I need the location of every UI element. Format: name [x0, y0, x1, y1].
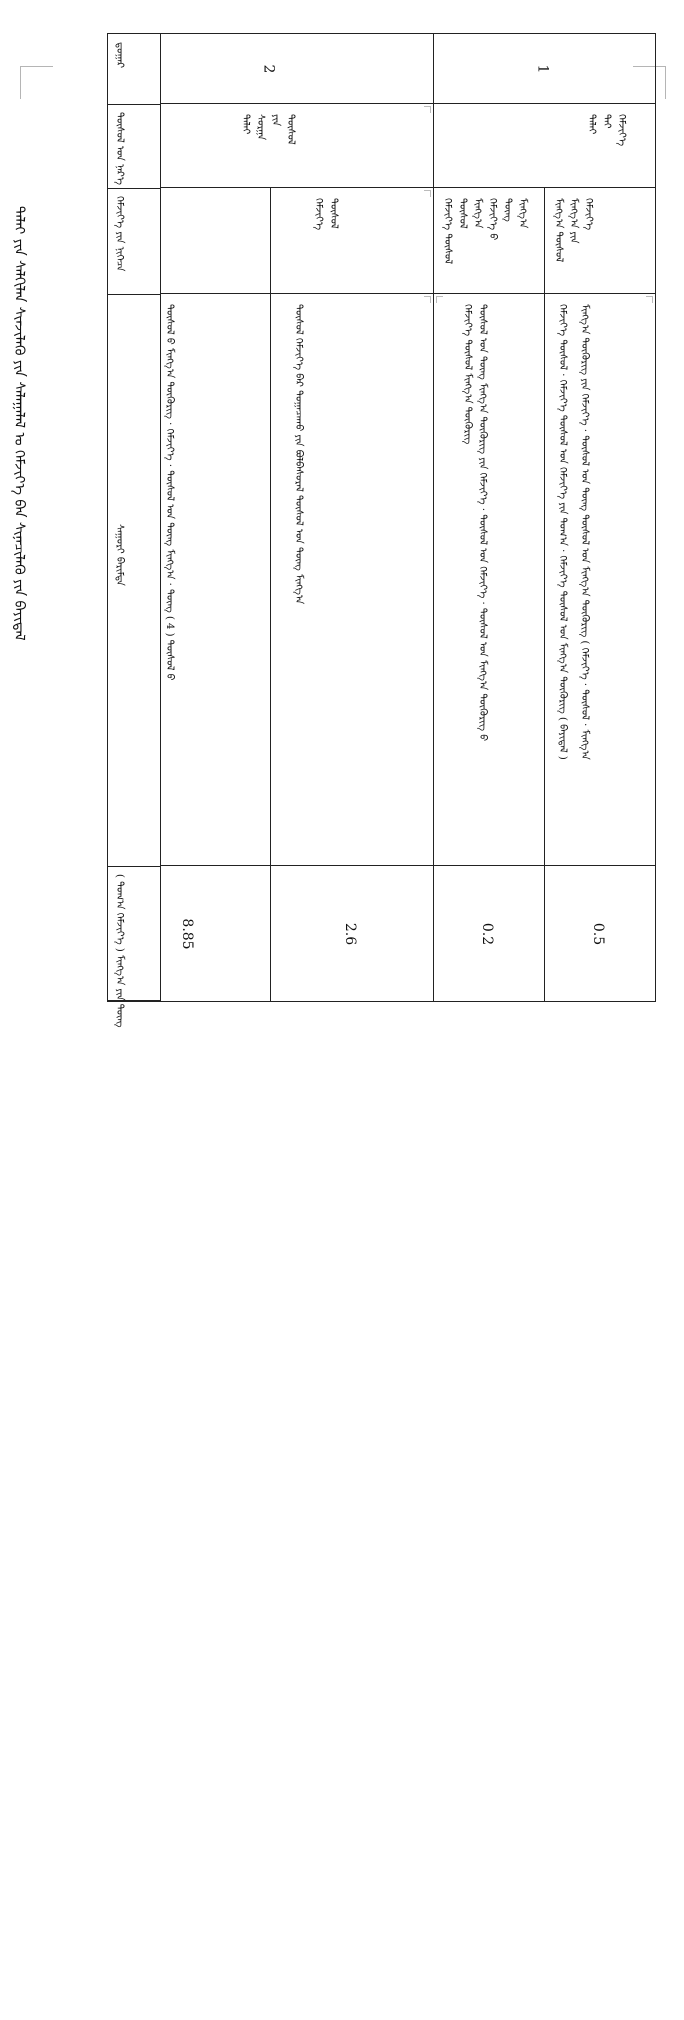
project-name-cell: [434, 104, 656, 188]
header-seq-cell-1: [434, 34, 656, 104]
project-name-line: ᠳᠠᠯᠠᠢ: [240, 114, 251, 135]
amount-cell-pair: [434, 866, 656, 1002]
basis-line: ᠲᠥᠰᠦᠯ ᠤᠨ ᠳᠦᠩ ᠮᠢᠩᠭ᠎ᠠ ᠲᠥᠭᠦᠷᠢᠭ ᠶᠢᠨ ᠬᠡᠮᠵᠢᠶ᠎ᠡ · ᠲᠥᠰᠦᠯ ᠤᠨ ᠬᠡᠮᠵᠢᠶ᠎ᠡ · ᠲᠥᠰᠦᠯ ᠤᠨ ᠮᠢᠩᠭ᠎ᠠ ᠲᠥᠭᠦᠷᠢᠭ ᠪ: [477, 304, 488, 741]
header-cell: [108, 866, 160, 1028]
unit-line: ᠮᠢᠩᠭ᠎ᠠ: [472, 198, 483, 229]
header-cell: [108, 34, 160, 105]
header-unit: ᠬᠡᠮᠵᠢᠶ᠎ᠡ ᠶᠢᠨ ᠨᠢᠭᠡᠴᠡ: [114, 196, 125, 272]
unit-line: ᠬᠡᠮᠵᠢᠶ᠎ᠡ: [583, 198, 594, 231]
unit-cell-pair: [434, 188, 656, 294]
amount-value: 8.85: [179, 917, 195, 950]
amount-cell: [434, 866, 545, 1001]
header-seq: ᠳ᠋ᠤᠭᠠᠷ: [114, 42, 125, 68]
basis-line: ᠬᠡᠮᠵᠢᠶ᠎ᠡ ᠲᠥᠰᠦᠯ · ᠬᠡᠮᠵᠢᠶ᠎ᠡ ᠲᠥᠰᠦᠯ ᠤᠨ ᠬᠡᠮᠵᠢᠶ᠎ᠡ ᠶᠢᠨ ᠲᠣᠭ᠎ᠠ · ᠬᠡᠮᠵᠢᠶ᠎ᠡ ᠲᠥᠰᠦᠯ ᠤᠨ ᠮᠢᠩᠭ᠎ᠠ ᠲᠥᠭᠦᠷᠢᠭ ( ᠪᠠᠶᠢᠳᠠᠯ ): [557, 304, 568, 760]
unit-line: ᠮᠢᠩᠭ᠎ᠠ ᠶᠢᠨ: [568, 198, 579, 244]
unit-line: ᠬᠡᠮᠵᠢᠶ᠎ᠡ: [313, 198, 324, 231]
project-name-line: ᠳᠠᠯᠠᠢ: [586, 114, 597, 135]
basis-cell-pair: [434, 294, 656, 866]
row-seq: 2: [260, 64, 277, 73]
project-name-line: ᠰᠤᠷᠭᠠ: [255, 114, 266, 141]
unit-line: ᠮᠢᠩᠭ᠎ᠠ ᠲᠥᠰᠦᠯ: [553, 198, 564, 263]
amount-value: 0.2: [479, 922, 495, 945]
data-table: [107, 33, 656, 1028]
amount-value: 2.6: [342, 922, 358, 945]
crop-mark-top-left: [20, 66, 53, 99]
row-seq: 1: [534, 64, 551, 73]
project-name-line: ᠲᠥᠰᠦᠯ: [285, 114, 296, 145]
header-column: [107, 33, 161, 1028]
unit-cell: [271, 188, 433, 293]
basis-line: ᠲᠥᠰᠦᠯ ᠪ ᠮᠢᠩᠭ᠎ᠠ ᠲᠥᠭᠦᠷᠢᠭ · ᠬᠡᠮᠵᠢᠶ᠎ᠡ · ᠲᠥᠰᠦᠯ ᠤᠨ ᠳᠦᠩ ᠮᠢᠩᠭ᠎ᠠ · ᠳᠦᠩ ( 4 ) ᠲᠥᠰᠦᠯ ᠪ: [164, 304, 175, 681]
basis-line: ᠮᠢᠩᠭ᠎ᠠ ᠲᠥᠭᠦᠷᠢᠭ ᠶᠢᠨ ᠬᠡᠮᠵᠢᠶ᠎ᠡ · ᠲᠥᠰᠦᠯ ᠤᠨ ᠳᠦᠩ ᠲᠥᠰᠦᠯ ᠤᠨ ᠮᠢᠩᠭ᠎ᠠ ᠲᠥᠭᠦᠷᠢᠭ ( ᠬᠡᠮᠵᠢᠶ᠎ᠡ · ᠲᠥᠰᠦᠯ · ᠮᠢᠩᠭ᠎ᠠ: [579, 304, 590, 760]
unit-line: ᠳᠦᠩ: [502, 198, 513, 222]
basis-cell: [434, 294, 545, 865]
unit-line: ᠲᠥᠰᠦᠯ: [457, 198, 468, 229]
unit-line: ᠬᠡᠮᠵᠢᠶ᠎ᠡ ᠲᠥᠰᠦᠯ: [442, 198, 453, 265]
header-cell: [108, 294, 160, 867]
project-name-line: ᠬᠡᠮᠵᠢᠶ᠎ᠡ: [616, 114, 627, 147]
unit-cell: [434, 188, 545, 293]
unit-line: ᠬᠡᠮᠵᠢᠶ᠎ᠡ ᠪ: [487, 198, 498, 241]
unit-cell: [545, 188, 655, 293]
header-project-name: ᠲᠥᠰᠦᠯ ᠤᠨ ᠨᠡᠷ᠎ᠡ: [114, 112, 125, 186]
amount-value: 0.5: [590, 922, 606, 945]
amount-cell: [545, 866, 655, 1001]
document-title: ᠳᠠᠯᠠᠢ ᠶᠢᠨ ᠰᠠᠯᠭᠢᠯᠠᠨ ᠰᠢᠨᠵᠢᠯᠡᠬᠦ ᠶᠢᠨ ᠰᠠᠯᠠᠭᠠᠯᠠᠯ ᠤ ᠬᠡᠮᠵᠢᠶ᠎ᠡ ᠪᠠᠨ ᠰᠢᠨᠡᠴᠢᠯᠡᠬᠦ ᠶᠢᠨ ᠪᠠᠶᠢᠳᠠᠯ: [11, 206, 27, 641]
unit-line: ᠲᠥᠰᠦᠯ: [328, 198, 339, 229]
basis-line: ᠲᠥᠰᠦᠯ ᠬᠡᠮᠵᠢᠶ᠎ᠡ ᠪᠠᠷ ᠲᠣᠭᠠᠴᠠᠬᠤ ᠶᠢᠨ ᠪᠣᠯᠪᠠᠰᠤᠷᠠᠯ ᠲᠥᠰᠦᠯ ᠤᠨ ᠳᠦᠩ ᠮᠢᠩᠭ᠎ᠠ: [293, 304, 304, 605]
project-name-line: ᠳᠠᠢ: [601, 114, 612, 129]
header-basis: ᠰᠠᠭᠤᠷᠢ ᠪᠠᠷᠢᠮᠲᠠ: [114, 524, 125, 586]
project-name-line: ᠶᠢᠨ: [270, 114, 281, 127]
basis-line: ᠬᠡᠮᠵᠢᠶ᠎ᠡ ᠲᠥᠰᠦᠯ ᠮᠢᠩᠭ᠎ᠠ ᠲᠥᠭᠦᠷᠢᠭ: [462, 304, 473, 445]
basis-cell: [271, 294, 433, 865]
unit-line: ᠮᠢᠩᠭ᠎ᠠ: [517, 198, 528, 229]
header-cell: [108, 104, 160, 189]
header-cell: [108, 188, 160, 295]
basis-cell: [545, 294, 655, 865]
amount-cell: [271, 866, 433, 1001]
header-amount: ( ᠲᠣᠭ᠎ᠠ ᠬᠡᠮᠵᠢᠶ᠎ᠡ ) ᠮᠢᠩᠭ᠎ᠠ ᠶᠢᠨ ᠳᠦᠩ: [114, 874, 125, 1028]
